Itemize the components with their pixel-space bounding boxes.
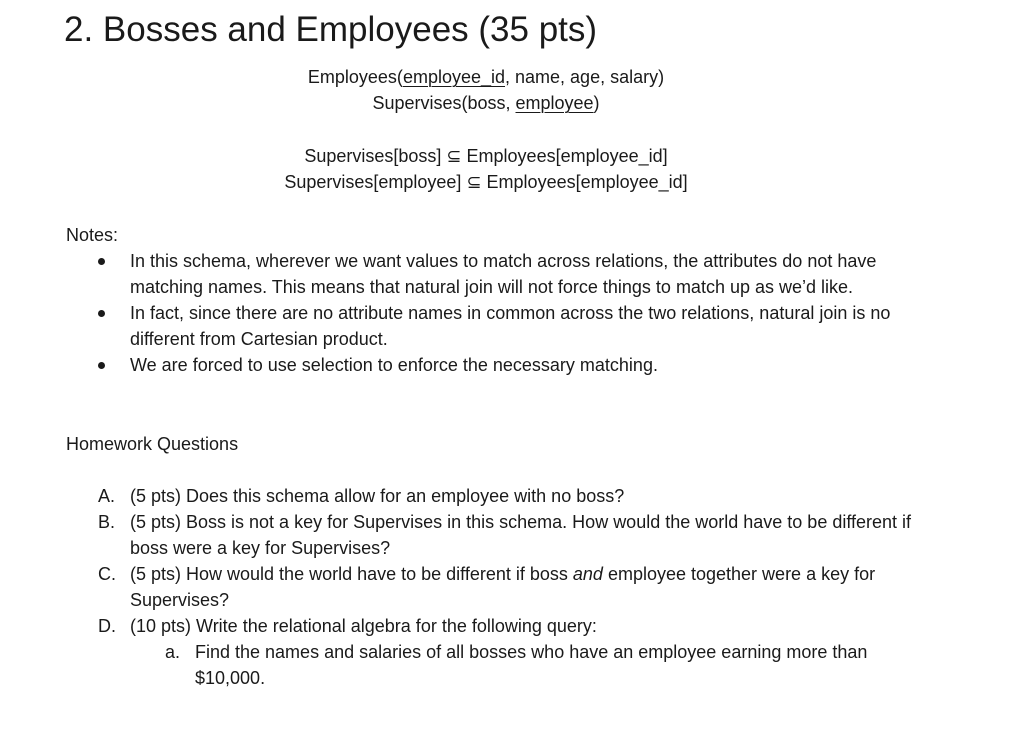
question-marker: A. (98, 486, 116, 506)
schema-employees-key: employee_id (402, 67, 506, 87)
question-text: (5 pts) Does this schema allow for an employee with no boss? (130, 486, 625, 506)
constraint-right: Employees[employee_id] (466, 146, 668, 166)
question-marker: D. (98, 616, 116, 636)
subquestion-a (130, 639, 916, 691)
schema-supervises-suffix: ) (593, 93, 600, 113)
note-text: We are forced to use selection to enforce the necessary matching. (130, 355, 658, 375)
note-text: In fact, since there are no attribute names in common across the two relations, natural join is no different from Cartesian product. (130, 303, 891, 349)
note-text: In this schema, wherever we want values to match across relations, the attributes do not have matching names. This means that natural join will not force things to match up as we’d like. (130, 251, 877, 297)
subset-symbol: ⊆ (466, 172, 482, 192)
constraint-right: Employees[employee_id] (486, 172, 688, 192)
subquestion-list (130, 639, 916, 691)
subquestion-text: Find the names and salaries of all bosses who have an employee earning more than $10,000. (195, 642, 868, 688)
schema-employees-rest: , name, age, salary) (505, 67, 665, 87)
note-item (96, 352, 916, 378)
schema-employees-prefix: Employees( (307, 67, 403, 87)
schema-supervises (0, 90, 972, 116)
question-d (96, 613, 916, 691)
page-title: 2. Bosses and Employees (35 pts) (64, 10, 598, 49)
subset-symbol: ⊆ (446, 146, 462, 166)
note-item (96, 248, 916, 300)
question-text-after: employee together were a key for Supervises? (130, 564, 876, 610)
homework-label: Homework Questions (66, 434, 239, 454)
question-text: (5 pts) Boss is not a key for Supervises in this schema. How would the world have to be different if boss were a key for Supervises? (130, 512, 912, 558)
question-text: (10 pts) Write the relational algebra for the following query: (130, 616, 597, 636)
constraint-left: Supervises[boss] (304, 146, 442, 166)
question-marker: B. (98, 512, 116, 532)
schema-employees (0, 64, 972, 90)
notes-label: Notes: (66, 225, 119, 245)
question-b (96, 509, 916, 561)
constraint-employee (0, 169, 972, 195)
subquestion-marker: a. (165, 642, 181, 662)
bullet-icon (98, 258, 105, 265)
question-list (96, 483, 916, 691)
schema-supervises-key: employee (515, 93, 594, 113)
bullet-icon (98, 362, 105, 369)
schema-supervises-prefix: Supervises(boss, (372, 93, 516, 113)
question-a (96, 483, 916, 509)
bullet-icon (98, 310, 105, 317)
question-text-before: (5 pts) How would the world have to be different if boss (130, 564, 573, 584)
constraint-boss (0, 143, 972, 169)
question-text-italic: and (572, 564, 603, 584)
question-c (96, 561, 916, 613)
constraint-left: Supervises[employee] (284, 172, 462, 192)
note-item (96, 300, 916, 352)
question-marker: C. (98, 564, 116, 584)
notes-list (96, 248, 916, 378)
